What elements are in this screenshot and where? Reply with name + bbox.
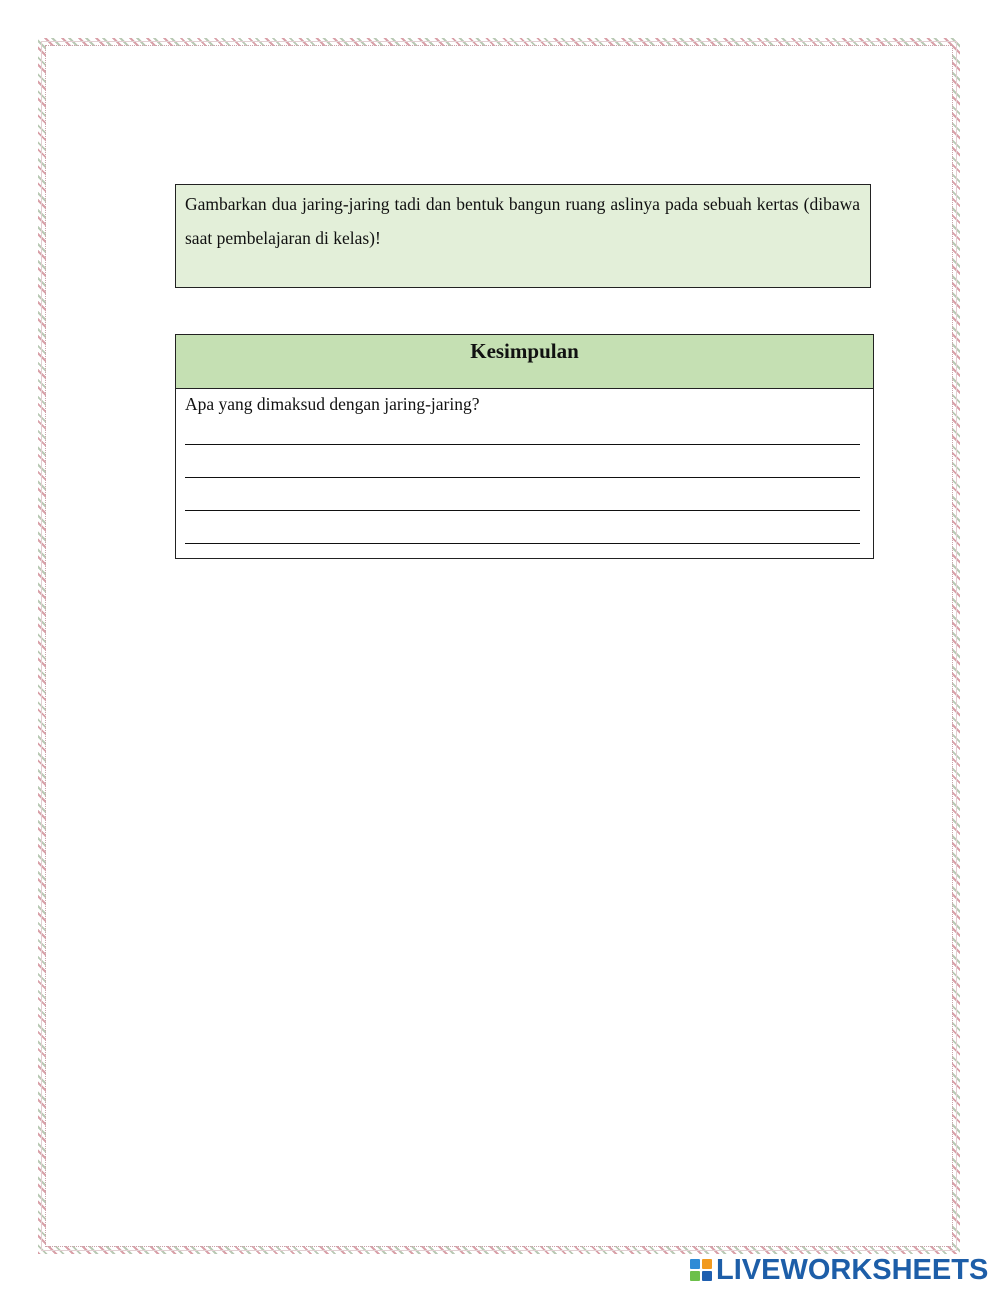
conclusion-header bbox=[176, 335, 873, 389]
conclusion-body bbox=[176, 389, 873, 544]
answer-line[interactable] bbox=[185, 445, 860, 478]
answer-line[interactable] bbox=[185, 511, 860, 544]
answer-line[interactable] bbox=[185, 419, 860, 445]
instruction-box bbox=[175, 184, 871, 288]
question-text: Apa yang dimaksud dengan jaring-jaring? bbox=[185, 394, 480, 414]
brand-logo bbox=[690, 1254, 988, 1286]
instruction-text: Gambarkan dua jaring-jaring tadi dan bentuk bangun ruang aslinya pada sebuah kertas (dibawa saat pembelajaran di kelas)! bbox=[185, 194, 860, 248]
liveworksheets-logo-icon bbox=[690, 1259, 712, 1281]
answer-line[interactable] bbox=[185, 478, 860, 511]
conclusion-table bbox=[175, 334, 874, 559]
conclusion-title: Kesimpulan bbox=[470, 339, 579, 363]
brand-name: LIVEWORKSHEETS bbox=[716, 1254, 989, 1286]
